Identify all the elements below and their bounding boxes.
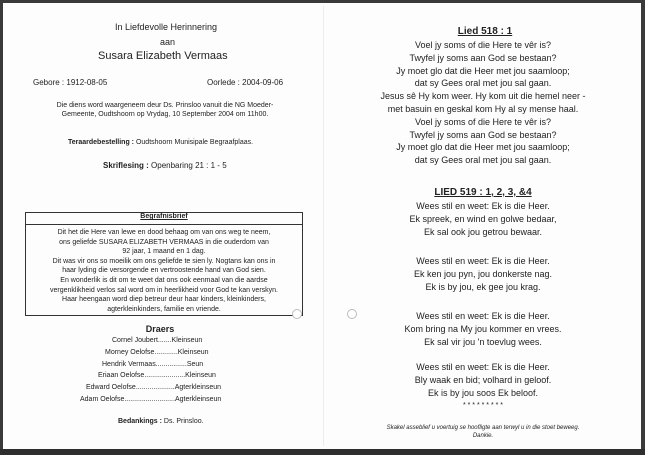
hymn-line: Voel jy soms of die Here te vêr is?	[414, 40, 552, 50]
hymn-line: dat sy Gees oral met jou sal gaan.	[414, 78, 552, 89]
bearer-relation: Kleinseun	[177, 348, 209, 356]
bio-line: vergenklikheid verlos sal word om in heerlikheid voor God te kan verskyn.	[50, 286, 278, 294]
footer-note	[338, 424, 628, 440]
thanks-label: Bedankings :	[118, 418, 162, 425]
hymn1-title: Lied 518 : 1	[457, 26, 513, 37]
bearers-list	[60, 335, 270, 406]
verse-line: Bly waak en bid; volhard in geloof.	[414, 375, 552, 385]
bearer-dots: ....................	[135, 384, 175, 392]
bearer-name: Cornel Joubert	[112, 337, 158, 344]
verse-line: Ek spreek, en wind en golwe bedaar,	[409, 214, 557, 224]
bio-line: Dit was vir ons so moeilik om ons geliefde te sien ly. Nogtans kan ons in	[52, 257, 276, 265]
verse-line: Wees stil en weet: Ek is die Heer.	[416, 256, 550, 266]
bearers-title: Draers	[145, 324, 175, 334]
born-value: 1912-08-05	[66, 78, 108, 87]
bio-line: Dit het die Here van lewe en dood behaag om van ons weg te neem,	[57, 229, 271, 236]
bearer-row	[60, 394, 270, 406]
border-top	[0, 0, 645, 3]
footer-line: Dankie.	[472, 433, 494, 439]
verse-line: Ek is by jou, ek gee jou krag.	[425, 282, 541, 292]
hymn2-title: LIED 519 : 1, 2, 3, &4	[434, 187, 532, 198]
burial-row	[68, 139, 253, 146]
burial-value: Oudtshoorn Munisipale Begraafplaas.	[135, 139, 254, 146]
verse-line: Wees stil en weet: Ek is die Heer.	[416, 201, 550, 211]
thanks-value: Ds. Prinsloo.	[163, 418, 204, 425]
border-right	[641, 0, 645, 455]
header-line1: In Liefdevolle Herinnering	[115, 22, 218, 32]
born-label: Gebore :	[33, 78, 65, 87]
bearer-row	[60, 347, 270, 359]
bio-line: En wonderlik is dit om te weet dat ons ook eenmaal van die aardse	[60, 276, 268, 284]
verse-line: Ek is by jou soos Ek beloof.	[427, 388, 539, 398]
verse-4	[338, 361, 628, 400]
scripture-row	[103, 161, 227, 170]
bearer-relation: Agterkleinseun	[174, 395, 222, 403]
bio-text	[27, 228, 301, 314]
hymn-line: Jy moet glo dat die Heer met jou saamloop;	[396, 65, 570, 76]
border-left	[0, 0, 3, 455]
punch-hole-right	[347, 309, 357, 319]
bearer-relation: Seun	[186, 360, 204, 368]
died-value: 2004-09-06	[242, 78, 284, 87]
hymn-line: Jy moet glo dat die Heer met jou saamloop;	[396, 142, 570, 153]
service-details	[20, 102, 310, 118]
verse-line: Ek sal vir jou 'n toevlug wees.	[424, 337, 542, 347]
verse-line: Ek ken jou pyn, jou donkerste nag.	[413, 269, 553, 279]
header-line2: aan	[160, 37, 176, 47]
verse-line: Wees stil en weet: Ek is die Heer.	[416, 311, 550, 321]
bio-line: Haar heengaan word diep betreur deur haar kinders, kleinkinders,	[62, 296, 266, 304]
verse-2	[338, 255, 628, 294]
born-row	[33, 78, 107, 87]
hymn-line: dat sy Gees oral met jou sal gaan.	[414, 155, 552, 166]
hymn-line: met basuin en geskal kom Hy al sy mense haal.	[387, 103, 579, 114]
hymn1-text	[338, 39, 628, 167]
fold-line	[323, 6, 324, 446]
bearer-dots: .....................	[144, 372, 186, 380]
scripture-value: Openbaring 21 : 1 - 5	[151, 161, 227, 170]
bio-line: ons geliefde SUSARA ELIZABETH VERMAAS in die ouderdom van	[59, 238, 269, 246]
bearer-dots: ................	[155, 360, 187, 368]
verse-3	[338, 310, 628, 349]
footer-line: Skakel asseblief u voertuig se hoofligte aan terwyl u in die stoet beweeg.	[386, 425, 580, 431]
hymn-line: Jesus sê Hy kom weer. Hy kom uit die hemel neer -	[380, 91, 586, 102]
died-row	[207, 78, 283, 87]
bearer-row	[60, 359, 270, 371]
bearer-row	[60, 335, 270, 347]
bearer-name: Morney Oelofse	[105, 348, 155, 356]
bearer-relation: Kleinseun	[185, 372, 216, 380]
bearer-dots: ............	[154, 348, 178, 356]
bio-line: 92 jaar, 1 maand en 1 dag.	[122, 248, 206, 256]
bearer-dots: .......	[157, 337, 172, 344]
burial-label: Teraardebestelling :	[68, 139, 135, 146]
bearer-row	[60, 370, 270, 382]
bearer-relation: Kleinseun	[171, 337, 203, 344]
bearer-name: Edward Oelofse	[86, 384, 136, 392]
service-line: Gemeente, Oudtshoorn op Vrydag, 10 September 2004 om 11h00.	[61, 111, 269, 118]
border-bottom	[0, 449, 645, 455]
thanks-row	[118, 418, 204, 425]
bearer-name: Adam Oelofse	[80, 395, 125, 403]
verse-1	[338, 200, 628, 239]
bearer-row	[60, 382, 270, 394]
hymn-line: Twyfel jy soms aan God se bestaan?	[409, 129, 557, 140]
bearer-dots: ..........................	[124, 395, 175, 403]
verse-line: Wees stil en weet: Ek is die Heer.	[416, 362, 550, 372]
bio-line: agterkleinkinders, familie en vriende.	[107, 305, 221, 313]
verse-line: Ek sal ook jou getrou bewaar.	[423, 227, 543, 237]
service-line: Die diens word waargeneem deur Ds. Prinsloo vanuit die NG Moeder-	[56, 102, 274, 109]
bearer-relation: Agterkleinseun	[174, 384, 222, 392]
verse-line: Kom bring na My jou kommer en vrees.	[404, 324, 562, 334]
bearer-name: Hendrik Vermaas	[102, 360, 156, 368]
deceased-name: Susara Elizabeth Vermaas	[98, 50, 228, 62]
punch-hole-left	[292, 309, 302, 319]
hymn-line: Voel jy soms of die Here te vêr is?	[414, 116, 552, 127]
bio-line: haar lyding die versorgende en vertroostende hand van God sien.	[62, 267, 266, 275]
hymn-line: Twyfel jy soms aan God se bestaan?	[409, 52, 557, 63]
bio-title: Begrafnisbrief	[140, 213, 188, 220]
died-label: Oorlede :	[207, 78, 240, 87]
bearer-name: Eriaan Oelofse	[98, 372, 145, 380]
scripture-label: Skriflesing :	[103, 161, 149, 170]
stars-divider: * * * * * * * * *	[462, 402, 504, 409]
